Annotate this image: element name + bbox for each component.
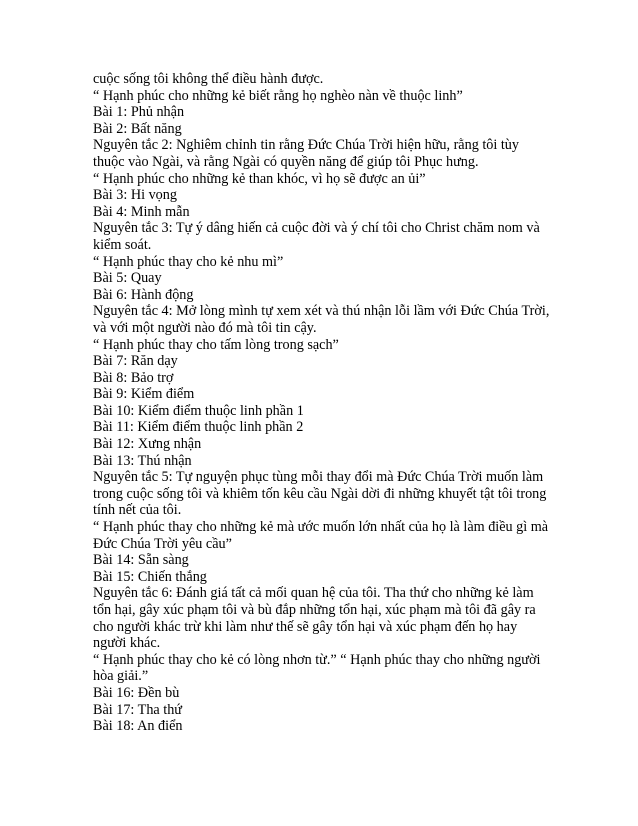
lesson-item: Bài 8: Bảo trợ: [93, 369, 174, 386]
lesson-item: Bài 3: Hi vọng: [93, 187, 177, 204]
beatitude-quote: “ Hạnh phúc cho những kẻ biết rằng họ nghèo nàn về thuộc linh”: [93, 87, 463, 104]
beatitude-quote: “ Hạnh phúc thay cho kẻ có lòng nhơn từ.” “ Hạnh phúc thay cho những người hòa giải.”: [93, 651, 541, 685]
lesson-item: Bài 17: Tha thứ: [93, 701, 182, 718]
lesson-item: Bài 11: Kiểm điểm thuộc linh phần 2: [93, 419, 304, 436]
lesson-item: Bài 13: Thú nhận: [93, 452, 192, 469]
lesson-item: Bài 4: Minh mẫn: [93, 203, 190, 220]
lesson-item: Bài 6: Hành động: [93, 286, 194, 303]
beatitude-quote: “ Hạnh phúc thay cho những kẻ mà ước muốn lớn nhất của họ là làm điều gì mà Đức Chúa Trời yêu cầu”: [93, 519, 549, 552]
text-line: cuộc sống tôi không thể điều hành được.: [93, 71, 324, 87]
lesson-item: Bài 9: Kiểm điểm: [93, 386, 195, 403]
lesson-item: Bài 10: Kiểm điểm thuộc linh phần 1: [93, 402, 304, 419]
lesson-item: Bài 18: An điển: [93, 718, 183, 735]
principle-paragraph: Nguyên tắc 3: Tự ý dâng hiến cả cuộc đời và ý chí tôi cho Christ chăm nom và kiểm soát.: [93, 220, 540, 253]
principle-paragraph: Nguyên tắc 2: Nghiêm chỉnh tin rằng Đức Chúa Trời hiện hữu, rằng tôi tùy thuộc vào Ngài, và rằng Ngài có quyền năng để giúp tôi Phục hưng.: [93, 137, 519, 170]
principle-paragraph: Nguyên tắc 6: Đánh giá tất cả mối quan hệ của tôi. Tha thứ cho những kẻ làm tổn hại, gây xúc phạm tôi và bù đắp những tổn hại, xúc phạm mà tôi đã gây ra cho người khác trừ khi làm như thế sẽ gây tổn hại và xúc phạm đến họ hay người khác.: [93, 585, 536, 652]
lesson-item: Bài 16: Đền bù: [93, 684, 180, 701]
lesson-item: Bài 15: Chiến thắng: [93, 568, 207, 585]
principle-paragraph: Nguyên tắc 4: Mở lòng mình tự xem xét và thú nhận lỗi lầm với Đức Chúa Trời, và với một người nào đó mà tôi tin cậy.: [93, 303, 550, 336]
lesson-item: Bài 12: Xưng nhận: [93, 436, 202, 453]
lesson-item: Bài 5: Quay: [93, 270, 162, 287]
beatitude-quote: “ Hạnh phúc cho những kẻ than khóc, vì họ sẽ được an ủi”: [93, 170, 426, 187]
beatitude-quote: “ Hạnh phúc thay cho kẻ nhu mì”: [93, 253, 284, 270]
lesson-item: Bài 7: Răn dạy: [93, 353, 178, 370]
lesson-item: Bài 2: Bất năng: [93, 120, 182, 137]
beatitude-quote: “ Hạnh phúc thay cho tấm lòng trong sạch”: [93, 336, 339, 353]
principle-paragraph: Nguyên tắc 5: Tự nguyện phục tùng mỗi thay đổi mà Đức Chúa Trời muốn làm trong cuộc sống tôi và khiêm tốn kêu cầu Ngài dời đi những khuyết tật tôi trong tính nết của tôi.: [93, 469, 547, 519]
lesson-item: Bài 1: Phủ nhận: [93, 104, 185, 121]
lesson-item: Bài 14: Sẵn sàng: [93, 552, 189, 569]
document-body: [93, 71, 553, 735]
